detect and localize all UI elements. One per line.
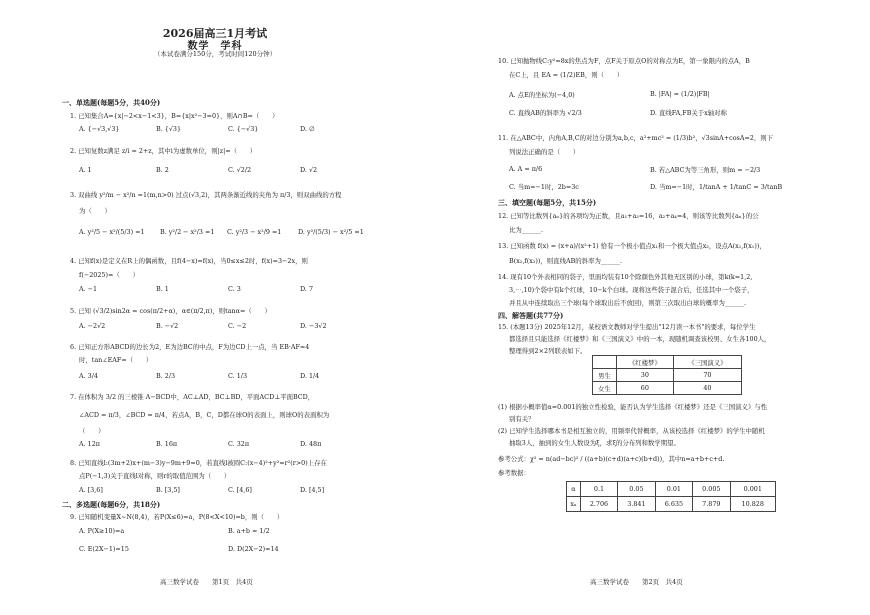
question-3-line2: 为（ ） [79,207,111,215]
question-8-line1: 8. 已知直线l:(3m+2)x+(m−3)y−9m+9=0，若直线l被圆C:(x−4)²+y²=r²(r>0)上存在 [70,459,327,467]
q10-option-c: C. 直线AB的斜率为 √2/3 [509,109,582,117]
exam-note: （本试卷满分150分，考试时间120分钟） [153,50,277,58]
question-14-line3: 并且从中连续取出三个球(每个球取出后不放回)，则第三次取出白球的概率为______. [509,299,747,307]
question-15-part1-line2: 别有关？ [509,415,535,423]
table-cell: 0.001 [730,482,775,497]
question-10-line2: 在C上，且 EA = (1/2)EB，则（ ） [509,71,624,79]
table-cell: 60 [616,382,673,395]
question-15-line3: 整理得到2×2列联表如下。 [509,347,587,355]
table-cell: 3.841 [618,497,655,512]
question-6-line1: 6. 已知正方形ABCD的边长为2，E为边BC的中点，F为边CD上一点，当 EB·AF=4 [70,343,310,351]
q10-option-a: A. 点E的坐标为(−4,0) [509,91,575,99]
q6-option-d: D. 1/4 [300,372,320,380]
q8-option-d: D. [4,5] [300,486,325,494]
question-7-line3: （ ） [79,427,105,435]
q5-option-b: B. −√2 [156,322,179,330]
q2-option-c: C. √2/2 [228,166,252,174]
q11-option-a: A. A = π/6 [509,165,543,173]
q11-option-b: B. 若△ABC为等三角形，则m = −2/3 [650,166,761,174]
table-cell: 2.706 [580,497,617,512]
right-page [440,0,870,615]
q11-option-d: D. 当m=−1时，1/tanA + 1/tanC = 3/tanB [650,183,783,191]
question-2: 2. 已知复数z满足 z/i = 2+z，其中i为虚数单位，则|z|=（ ） [70,147,257,155]
q3-option-b: B. y²/2 − x²/3 =1 [160,228,215,236]
table-cell: 30 [616,369,673,382]
question-14-line1: 14. 现有10个外表相同的袋子，里面均装有10个除颜色外其他无区别的小球，第k(k=1,2, [498,273,753,281]
question-15-part2-line1: (2) 已知学生选择哪本书是相互独立的，用频率代替概率，从该校选择《红楼梦》的学生中随机 [498,427,765,435]
table-cell: 7.879 [693,497,730,512]
question-15-part1-line1: (1) 根据小概率值α=0.001的独立性检验，能否认为学生选择《红楼梦》还是《三国演义》与性 [498,403,768,411]
section-solution: 四、解答题(共77分) [498,311,564,320]
question-4-line2: f(−2025)=（ ） [79,271,139,279]
table-cell: 女生 [593,382,617,395]
table-row [593,369,742,382]
q4-option-d: D. 7 [300,285,314,293]
question-9: 9. 已知随机变量X~N(8,4)，若P(X≤6)=a，P(8<X<10)=b，则（ ） [70,513,284,521]
q1-option-d: D. ∅ [300,125,315,133]
q9-option-c: C. E(2X−1)=15 [79,545,129,553]
q9-option-b: B. a+b = 1/2 [228,527,270,535]
q2-option-a: A. 1 [79,166,92,174]
question-13-line2: B(x₂,f(x₂))，则直线AB的斜率为______. [509,257,623,265]
q5-option-c: C. −2 [228,322,247,330]
q7-option-c: C. 32π [228,440,250,448]
q8-option-c: C. [4,6] [228,486,252,494]
question-4-line1: 4. 已知f(x)是定义在R上的偶函数，且f(4−x)=f(x)，当0≤x≤2时，f(x)=3−2x，则 [70,257,308,265]
question-15-line1: 15. (本题13分) 2025年12月，某校语文教师对学生提出"12月读一本书"的要求，每位学生 [498,323,756,331]
table-row [567,497,776,512]
critical-value-table [566,481,776,512]
question-13-line1: 13. 已知函数 f(x) = (x+a)/(x²+1) 恰有一个极小值点x₁和一个极大值点x₂，设点A(x₁,f(x₁))， [498,242,766,250]
question-1: 1. 已知集合A={x|−2<x−1<3}，B={x|x²−3=0}，则A∩B=（ ） [70,112,279,120]
page-footer-2: 高三数学试卷 第2页 共4页 [590,578,683,586]
table-row [593,356,742,369]
question-11-line1: 11. 在△ABC中，内角A,B,C的对边分别为a,b,c，a²+mc² = (1/3)b²，√3sinA+cosA=2，则下 [498,134,774,142]
q3-option-c: C. y²/3 − x²/9 =1 [227,228,282,236]
table-cell: 0.05 [618,482,655,497]
q10-option-b: B. |FA| = (1/2)|FB| [650,90,710,98]
q9-option-a: A. P(X≥10)=a [79,527,125,535]
question-15-part2-line2: 抽取3人，抽到的女生人数设为ξ，求ξ的分布列和数学期望。 [509,439,680,447]
table-cell: 0.01 [655,482,692,497]
q5-option-a: A. −2√2 [79,322,106,330]
reference-formula: 参考公式：χ² = n(ad−bc)² / ((a+b)(c+d)(a+c)(b+d))，其中n=a+b+c+d. [498,455,725,463]
table-cell: α [567,482,581,497]
question-12-line1: 12. 已知等比数列{aₙ}的各项均为正数，且a₁+a₃=16，a₂+a₄=4，则该等比数列{aₙ}的公 [498,212,759,220]
question-5: 5. 已知 (√3/2)sin2α = cos(π/2+α)，α∈(π/2,π)，则tanα=（ ） [70,307,271,315]
q8-option-a: A. [3,6] [79,486,103,494]
exam-title: 2026届高三1月考试 [162,27,268,40]
q11-option-c: C. 当m=−1时，2b=3c [509,183,579,191]
question-11-line2: 列说法正确的是（ ） [509,148,580,156]
table-cell: 男生 [593,369,617,382]
table-cell: xₐ [567,497,581,512]
left-page [0,0,430,615]
q3-option-d: D. y²/(5/3) − x²/5 =1 [298,228,364,236]
q7-option-a: A. 12π [79,440,101,448]
table-row [567,482,776,497]
q4-option-c: C. 3 [228,285,241,293]
q7-option-b: B. 16π [156,440,178,448]
section-single-choice: 一、单选题(每题5分，共40分) [62,98,161,107]
section-fill-in: 三、填空题(每题5分，共15分) [498,198,597,207]
q10-option-d: D. 直线FA,FB关于x轴对称 [650,109,727,117]
question-8-line2: 点P(−1,3)关于直线l对称，则r的取值范围为（ ） [79,472,231,480]
q6-option-b: B. 2/3 [156,372,176,380]
table-cell: 10.828 [730,497,775,512]
question-15-line2: 都选择且只能选择《红楼梦》和《三国演义》中的一本，现随机调查该校男、女生各100人， [509,335,771,343]
q4-option-a: A. −1 [79,285,98,293]
exam-subject: 数学 学科 [187,41,243,52]
q1-option-c: C. {−√3} [228,125,259,133]
table-cell: 40 [673,382,741,395]
q7-option-d: D. 48π [300,440,322,448]
table-cell: 6.635 [655,497,692,512]
q8-option-b: B. [3,5] [156,486,180,494]
question-10-line1: 10. 已知抛物线C:y²=8x的焦点为F，点F关于原点O的对称点为E，第一象限内的点A，B [498,57,750,65]
reference-data-label: 参考数据： [498,469,530,477]
q6-option-c: C. 1/3 [228,372,248,380]
q4-option-b: B. 1 [156,285,169,293]
question-3-line1: 3. 双曲线 y²/m − x²/n =1(m,n>0) 过点(√3,2)，其两条渐近线的夹角为 π/3，则双曲线的方程 [70,191,342,199]
q6-option-a: A. 3/4 [79,372,98,380]
table-cell: 0.1 [580,482,617,497]
q1-option-a: A. {−√3,√3} [79,125,120,133]
q2-option-b: B. 2 [156,166,169,174]
question-14-line2: 3,⋯,10)个袋中有k个红球，10−k个白球。现将这些袋子混合后，任选其中一个袋子， [509,286,754,294]
table-row [593,382,742,395]
q3-option-a: A. y²/5 − x²/(5/3) =1 [79,228,145,236]
table-cell: 0.005 [693,482,730,497]
table-cell: 《三国演义》 [673,356,741,369]
question-7-line2: ∠ACD = π/3，∠BCD = π/4，若点A，B，C，D都在球O的表面上，则球O的表面积为 [79,411,330,419]
table-cell: 《红楼梦》 [616,356,673,369]
table-cell [593,356,617,369]
q2-option-d: D. √2 [300,166,318,174]
table-cell: 70 [673,369,741,382]
question-12-line2: 比为______. [509,226,543,234]
q9-option-d: D. D(2X−2)=14 [228,545,279,553]
q5-option-d: D. −3√2 [300,322,327,330]
section-multi-choice: 二、多选题(每题6分，共18分) [62,500,161,509]
question-6-line2: 时，tan∠EAF=（ ） [79,356,153,364]
q1-option-b: B. {√3} [156,125,182,133]
question-7-line1: 7. 在体积为 3/2 的三棱锥 A−BCD中，AC⊥AD，BC⊥BD，平面ACD⊥平面BCD， [70,393,315,401]
page-footer-1: 高三数学试卷 第1页 共4页 [160,578,253,586]
contingency-table [592,355,742,395]
